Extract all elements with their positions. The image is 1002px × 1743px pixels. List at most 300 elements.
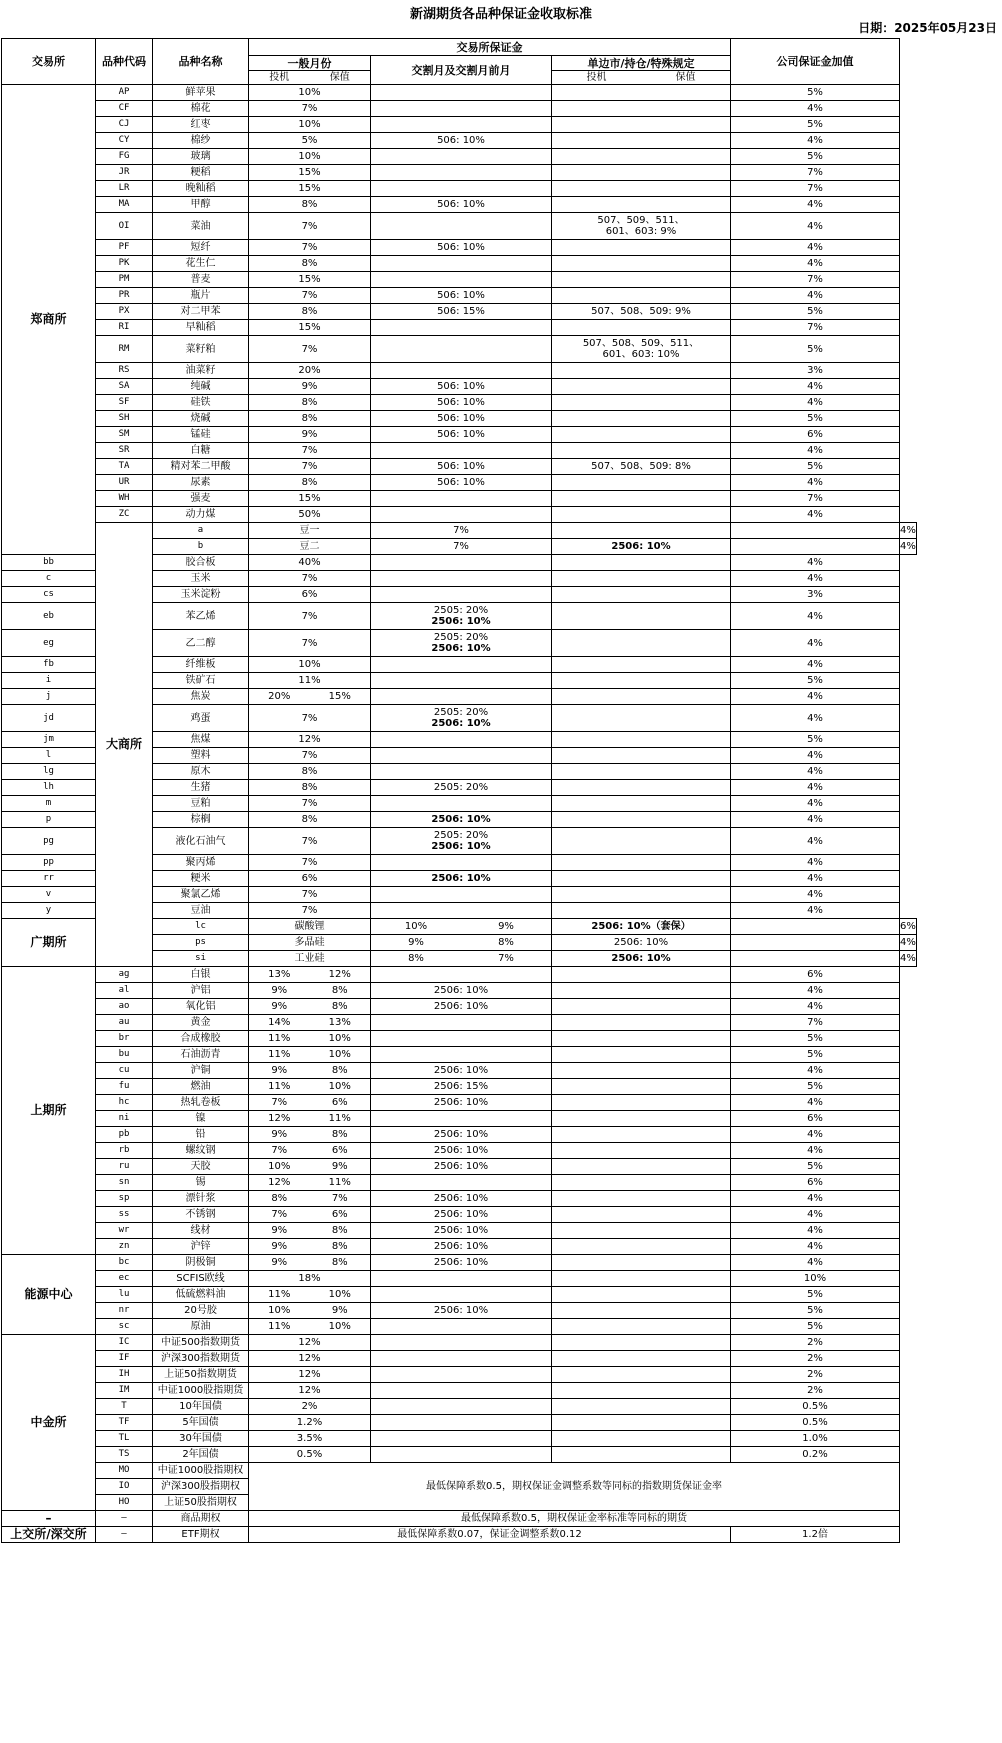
product-name: 上证50股指期权 <box>153 1495 249 1511</box>
unilateral-margin <box>552 197 731 213</box>
product-code: RS <box>96 363 153 379</box>
product-name: 锰硅 <box>153 427 249 443</box>
product-name: 尿素 <box>153 475 249 491</box>
product-code: JR <box>96 165 153 181</box>
hedge-margin: 12% <box>328 969 351 980</box>
general-month-margin: 8% <box>249 197 371 213</box>
table-row <box>2 1207 917 1223</box>
unilateral-margin <box>552 555 731 571</box>
product-name: 沪铝 <box>153 983 249 999</box>
product-code: au <box>96 1015 153 1031</box>
delivery-month-margin: 506: 10% <box>371 288 552 304</box>
unilateral-margin <box>552 764 731 780</box>
general-month-margin: 7% <box>371 523 552 539</box>
company-add: 5% <box>731 1319 900 1335</box>
product-code: cs <box>2 587 96 603</box>
table-row <box>2 1431 917 1447</box>
delivery-month-margin <box>371 1399 552 1415</box>
spec-hedge-pair <box>249 1033 370 1044</box>
delivery-month-margin: 506: 10% <box>371 459 552 475</box>
general-month-margin: 15% <box>249 272 371 288</box>
product-name: 粳稻 <box>153 165 249 181</box>
product-code: PK <box>96 256 153 272</box>
delivery-month-margin <box>371 1351 552 1367</box>
table-row <box>2 1143 917 1159</box>
product-name: 棉纱 <box>153 133 249 149</box>
unilateral-margin <box>552 165 731 181</box>
delivery-month-margin <box>371 1335 552 1351</box>
company-add: 4% <box>731 395 900 411</box>
unilateral-margin <box>552 181 731 197</box>
product-code: nr <box>96 1303 153 1319</box>
table-row <box>2 1447 917 1463</box>
table-row <box>2 427 917 443</box>
spec-hedge-pair <box>249 1145 370 1156</box>
delivery-month-margin: 506: 10% <box>371 197 552 213</box>
unilateral-margin <box>552 983 731 999</box>
product-name: 燃油 <box>153 1079 249 1095</box>
general-month-margin: 11% <box>249 673 371 689</box>
delivery-month-margin <box>371 555 552 571</box>
company-add: 4% <box>900 935 917 951</box>
unilateral-margin <box>552 999 731 1015</box>
table-row <box>2 1303 917 1319</box>
delivery-month-margin <box>371 1383 552 1399</box>
delivery-month-margin <box>371 796 552 812</box>
spec-margin: 11% <box>268 1049 291 1060</box>
hedge-margin: 7% <box>331 1193 348 1204</box>
product-name: 漂针浆 <box>153 1191 249 1207</box>
sheet-date: 日期：2025年05月23日 <box>858 21 997 35</box>
company-add: 5% <box>731 1031 900 1047</box>
product-name: 碳酸锂 <box>249 919 371 935</box>
unilateral-margin <box>552 379 731 395</box>
product-code: m <box>2 796 96 812</box>
hedge-margin: 7% <box>498 953 514 964</box>
general-month-margin <box>249 1079 371 1095</box>
spec-hedge-pair <box>249 1289 370 1300</box>
product-name: 甲醇 <box>153 197 249 213</box>
table-row <box>2 395 917 411</box>
product-name: 石油沥青 <box>153 1047 249 1063</box>
spec-margin: 11% <box>268 1321 291 1332</box>
general-month-margin <box>371 951 552 967</box>
product-name: 低硫燃料油 <box>153 1287 249 1303</box>
unilateral-margin: 507、508、509: 8% <box>552 459 731 475</box>
product-code: lh <box>2 780 96 796</box>
product-name: 棕榈 <box>153 812 249 828</box>
general-month-margin: 0.5% <box>249 1447 371 1463</box>
table-body <box>2 85 917 1543</box>
company-add: 7% <box>731 320 900 336</box>
table-row <box>2 240 917 256</box>
unilateral-margin <box>552 475 731 491</box>
company-add: 4% <box>731 780 900 796</box>
general-month-margin: 7% <box>249 603 371 630</box>
delivery-month-margin: 2506: 10% <box>371 1239 552 1255</box>
exchange-cell: 中金所 <box>2 1335 96 1511</box>
product-name: 聚氯乙烯 <box>153 887 249 903</box>
unilateral-margin <box>552 603 731 630</box>
spec-hedge-pair <box>249 1305 370 1316</box>
delivery-month-margin: 2506: 10% <box>371 1223 552 1239</box>
product-code: CY <box>96 133 153 149</box>
unilateral-margin <box>552 828 731 855</box>
general-month-margin: 10% <box>249 149 371 165</box>
company-add: 1.2倍 <box>731 1527 900 1543</box>
general-month-margin: 8% <box>249 411 371 427</box>
spec-hedge-pair <box>249 1193 370 1204</box>
cell-line: 601、603: 10% <box>602 349 680 360</box>
delivery-month-margin <box>371 1431 552 1447</box>
company-add: 4% <box>731 1063 900 1079</box>
product-name: 商品期权 <box>153 1511 249 1527</box>
product-name: 豆油 <box>153 903 249 919</box>
product-name: 沪深300股指期权 <box>153 1479 249 1495</box>
product-name: 不锈钢 <box>153 1207 249 1223</box>
spec-hedge-pair <box>249 1065 370 1076</box>
company-add: 1.0% <box>731 1431 900 1447</box>
product-code: jd <box>2 705 96 732</box>
table-row <box>2 1271 917 1287</box>
unilateral-margin <box>552 336 731 363</box>
product-code: bu <box>96 1047 153 1063</box>
table-row <box>2 1079 917 1095</box>
header-spec: 投机 <box>269 72 290 83</box>
delivery-month-margin <box>371 967 552 983</box>
delivery-month-margin <box>371 1047 552 1063</box>
company-add: 7% <box>731 272 900 288</box>
product-code: UR <box>96 475 153 491</box>
product-name: 阴极铜 <box>153 1255 249 1271</box>
spec-margin: 7% <box>271 1145 288 1156</box>
general-month-margin: 7% <box>249 887 371 903</box>
unilateral-margin <box>552 1207 731 1223</box>
product-code: RI <box>96 320 153 336</box>
company-add: 4% <box>900 539 917 555</box>
spec-hedge-pair <box>249 1241 370 1252</box>
product-name: 玉米淀粉 <box>153 587 249 603</box>
company-add: 4% <box>731 983 900 999</box>
company-add: 4% <box>900 523 917 539</box>
cell-line: 2506: 10% <box>431 841 491 852</box>
company-add: 4% <box>900 951 917 967</box>
hedge-margin: 10% <box>328 1081 351 1092</box>
spec-hedge-pair <box>249 1257 370 1268</box>
unilateral-margin <box>731 935 900 951</box>
company-add: 5% <box>731 1159 900 1175</box>
company-add: 4% <box>731 828 900 855</box>
general-month-margin: 12% <box>249 1367 371 1383</box>
spec-hedge-pair <box>249 1129 370 1140</box>
spec-margin: 10% <box>268 1161 291 1172</box>
delivery-month-margin <box>371 1271 552 1287</box>
company-add: 4% <box>731 1223 900 1239</box>
delivery-month-margin: 2506: 10% <box>371 1159 552 1175</box>
unilateral-margin <box>552 705 731 732</box>
delivery-month-margin <box>371 1415 552 1431</box>
delivery-month-margin: 506: 10% <box>371 133 552 149</box>
general-month-margin: 3.5% <box>249 1431 371 1447</box>
hedge-margin: 9% <box>498 921 514 932</box>
table-row <box>2 443 917 459</box>
spec-hedge-pair <box>249 1081 370 1092</box>
delivery-month-margin: 2506: 15% <box>371 1079 552 1095</box>
header-company-add: 公司保证金加值 <box>731 39 900 85</box>
delivery-month-margin <box>371 1319 552 1335</box>
product-code: WH <box>96 491 153 507</box>
delivery-month-margin: 2506: 10% <box>371 983 552 999</box>
product-code: SA <box>96 379 153 395</box>
general-month-margin: 40% <box>249 555 371 571</box>
spec-margin: 10% <box>268 1305 291 1316</box>
hedge-margin: 11% <box>328 1113 351 1124</box>
company-add: 5% <box>731 1287 900 1303</box>
general-month-margin: 8% <box>249 475 371 491</box>
delivery-month-margin <box>371 828 552 855</box>
general-month-margin: 12% <box>249 1383 371 1399</box>
general-month-margin: 7% <box>249 796 371 812</box>
company-add: 6% <box>731 1175 900 1191</box>
delivery-month-margin <box>371 256 552 272</box>
delivery-month-margin: 506: 10% <box>371 411 552 427</box>
product-name: 鸡蛋 <box>153 705 249 732</box>
general-month-margin <box>371 919 552 935</box>
header-delivery-month: 交割月及交割月前月 <box>371 56 552 85</box>
product-name: 早籼稻 <box>153 320 249 336</box>
table-row <box>2 1415 917 1431</box>
product-name: 豆二 <box>249 539 371 555</box>
product-code: p <box>2 812 96 828</box>
company-add: 4% <box>731 1255 900 1271</box>
table-row <box>2 197 917 213</box>
delivery-month-margin: 2506: 10% <box>371 1143 552 1159</box>
product-code: T <box>96 1399 153 1415</box>
product-code: fu <box>96 1079 153 1095</box>
product-code: PF <box>96 240 153 256</box>
table-row <box>2 213 917 240</box>
table-row <box>2 304 917 320</box>
general-month-margin: 2% <box>249 1399 371 1415</box>
general-month-margin: 8% <box>249 256 371 272</box>
delivery-month-margin <box>371 363 552 379</box>
unilateral-margin <box>552 796 731 812</box>
delivery-month-margin: 2506: 10% <box>552 951 731 967</box>
unilateral-margin <box>552 1287 731 1303</box>
product-name: 玉米 <box>153 571 249 587</box>
product-name: 白银 <box>153 967 249 983</box>
general-month-margin: 8% <box>249 395 371 411</box>
delivery-month-margin <box>371 443 552 459</box>
product-name: 油菜籽 <box>153 363 249 379</box>
company-add: 4% <box>731 256 900 272</box>
sheet-title: 新湖期货各品种保证金收取标准 <box>409 7 592 22</box>
delivery-month-margin <box>371 630 552 657</box>
product-name: 烧碱 <box>153 411 249 427</box>
company-add: 4% <box>731 705 900 732</box>
product-name: 铅 <box>153 1127 249 1143</box>
general-month-margin: 9% <box>249 427 371 443</box>
hedge-margin: 10% <box>328 1289 351 1300</box>
delivery-month-margin <box>371 1175 552 1191</box>
spec-hedge-pair <box>249 1321 370 1332</box>
company-add: 4% <box>731 1127 900 1143</box>
spec-margin: 9% <box>271 1257 288 1268</box>
spec-margin: 11% <box>268 1289 291 1300</box>
unilateral-margin <box>552 630 731 657</box>
general-month-margin <box>249 1063 371 1079</box>
cell-line: 2505: 20% <box>433 605 489 616</box>
product-code: cu <box>96 1063 153 1079</box>
spec-margin: 11% <box>268 1081 291 1092</box>
option-margin-note: 最低保障系数0.5，期权保证金调整系数等同标的指数期货保证金率 <box>249 1463 900 1511</box>
product-code: OI <box>96 213 153 240</box>
product-code: TA <box>96 459 153 475</box>
product-name: 晚籼稻 <box>153 181 249 197</box>
product-code: pp <box>2 855 96 871</box>
unilateral-margin <box>552 1191 731 1207</box>
hedge-margin: 8% <box>331 1225 348 1236</box>
company-add: 5% <box>731 85 900 101</box>
spec-margin: 12% <box>268 1177 291 1188</box>
product-name: 锡 <box>153 1175 249 1191</box>
company-add: 7% <box>731 181 900 197</box>
product-code: i <box>2 673 96 689</box>
general-month-margin: 7% <box>371 539 552 555</box>
general-month-margin: 1.2% <box>249 1415 371 1431</box>
general-month-margin: 15% <box>249 165 371 181</box>
spec-margin: 7% <box>271 1209 288 1220</box>
unilateral-margin <box>552 1399 731 1415</box>
header-exchange: 交易所 <box>2 39 96 85</box>
table-row <box>2 1015 917 1031</box>
product-name: 上证50指数期货 <box>153 1367 249 1383</box>
company-add: 2% <box>731 1335 900 1351</box>
table-row <box>2 1463 917 1479</box>
general-month-margin: 7% <box>249 459 371 475</box>
delivery-month-margin <box>371 748 552 764</box>
table-row <box>2 1127 917 1143</box>
table-row <box>2 1031 917 1047</box>
spec-hedge-pair <box>249 1177 370 1188</box>
delivery-month-margin <box>371 673 552 689</box>
product-name: 焦炭 <box>153 689 249 705</box>
spec-hedge-pair <box>249 1225 370 1236</box>
spec-margin: 9% <box>271 1001 288 1012</box>
delivery-month-margin <box>371 732 552 748</box>
company-add: 5% <box>731 673 900 689</box>
product-code: pg <box>2 828 96 855</box>
product-name: 合成橡胶 <box>153 1031 249 1047</box>
company-add: 5% <box>731 1303 900 1319</box>
table-row <box>2 491 917 507</box>
product-code: LR <box>96 181 153 197</box>
unilateral-margin <box>552 1143 731 1159</box>
hedge-margin: 8% <box>331 985 348 996</box>
unilateral-margin <box>552 967 731 983</box>
header-hedge: 保值 <box>329 72 350 83</box>
unilateral-margin <box>731 951 900 967</box>
general-month-margin: 7% <box>249 213 371 240</box>
company-add: 5% <box>731 336 900 363</box>
hedge-margin: 9% <box>331 1305 348 1316</box>
delivery-month-margin <box>371 603 552 630</box>
delivery-month-margin <box>371 213 552 240</box>
unilateral-margin <box>552 1431 731 1447</box>
unilateral-margin <box>552 507 731 523</box>
delivery-month-margin: 2506: 10% <box>371 1207 552 1223</box>
product-name: 塑料 <box>153 748 249 764</box>
table-row <box>2 1159 917 1175</box>
table-row <box>2 1239 917 1255</box>
margin-table <box>1 38 917 1543</box>
company-add: 5% <box>731 149 900 165</box>
unilateral-margin <box>552 1063 731 1079</box>
cell-line: 601、603: 9% <box>605 226 677 237</box>
unilateral-margin: 507、508、509: 9% <box>552 304 731 320</box>
table-row <box>2 336 917 363</box>
exchange-cell: 郑商所 <box>2 85 96 555</box>
header-unilateral-subcols <box>552 71 731 85</box>
delivery-month-margin <box>371 1111 552 1127</box>
spec-margin: 9% <box>271 1065 288 1076</box>
unilateral-margin <box>552 117 731 133</box>
unilateral-margin <box>552 213 731 240</box>
delivery-month-margin: 506: 10% <box>371 379 552 395</box>
product-name: 豆一 <box>249 523 371 539</box>
product-code: lu <box>96 1287 153 1303</box>
table-row <box>2 1175 917 1191</box>
delivery-month-margin: 2506: 10% <box>371 1127 552 1143</box>
unilateral-margin <box>552 1079 731 1095</box>
product-code: PX <box>96 304 153 320</box>
table-row <box>2 523 917 539</box>
delivery-month-margin <box>371 764 552 780</box>
delivery-month-margin <box>371 587 552 603</box>
table-row <box>2 1399 917 1415</box>
product-code: ZC <box>96 507 153 523</box>
product-code: pb <box>96 1127 153 1143</box>
product-code: IH <box>96 1367 153 1383</box>
company-add: 4% <box>731 630 900 657</box>
product-code: ag <box>96 967 153 983</box>
product-code: j <box>2 689 96 705</box>
delivery-month-margin <box>371 903 552 919</box>
general-month-margin: 7% <box>249 336 371 363</box>
company-add: 4% <box>731 555 900 571</box>
product-code: SF <box>96 395 153 411</box>
cell-line: 2506: 10% <box>431 616 491 627</box>
spec-margin: 9% <box>271 1129 288 1140</box>
unilateral-margin <box>552 571 731 587</box>
general-month-margin: 18% <box>249 1271 371 1287</box>
unilateral-margin <box>552 411 731 427</box>
product-name: 瓶片 <box>153 288 249 304</box>
product-name: 豆粕 <box>153 796 249 812</box>
product-name: 氧化铝 <box>153 999 249 1015</box>
general-month-margin: 10% <box>249 85 371 101</box>
spec-margin: 8% <box>408 953 424 964</box>
general-month-margin <box>249 1175 371 1191</box>
unilateral-margin <box>552 395 731 411</box>
product-name: 菜籽粕 <box>153 336 249 363</box>
unilateral-margin <box>552 491 731 507</box>
product-name: 沪铜 <box>153 1063 249 1079</box>
company-add: 4% <box>731 689 900 705</box>
company-add: 4% <box>731 871 900 887</box>
hedge-margin: 10% <box>328 1033 351 1044</box>
company-add: 5% <box>731 411 900 427</box>
